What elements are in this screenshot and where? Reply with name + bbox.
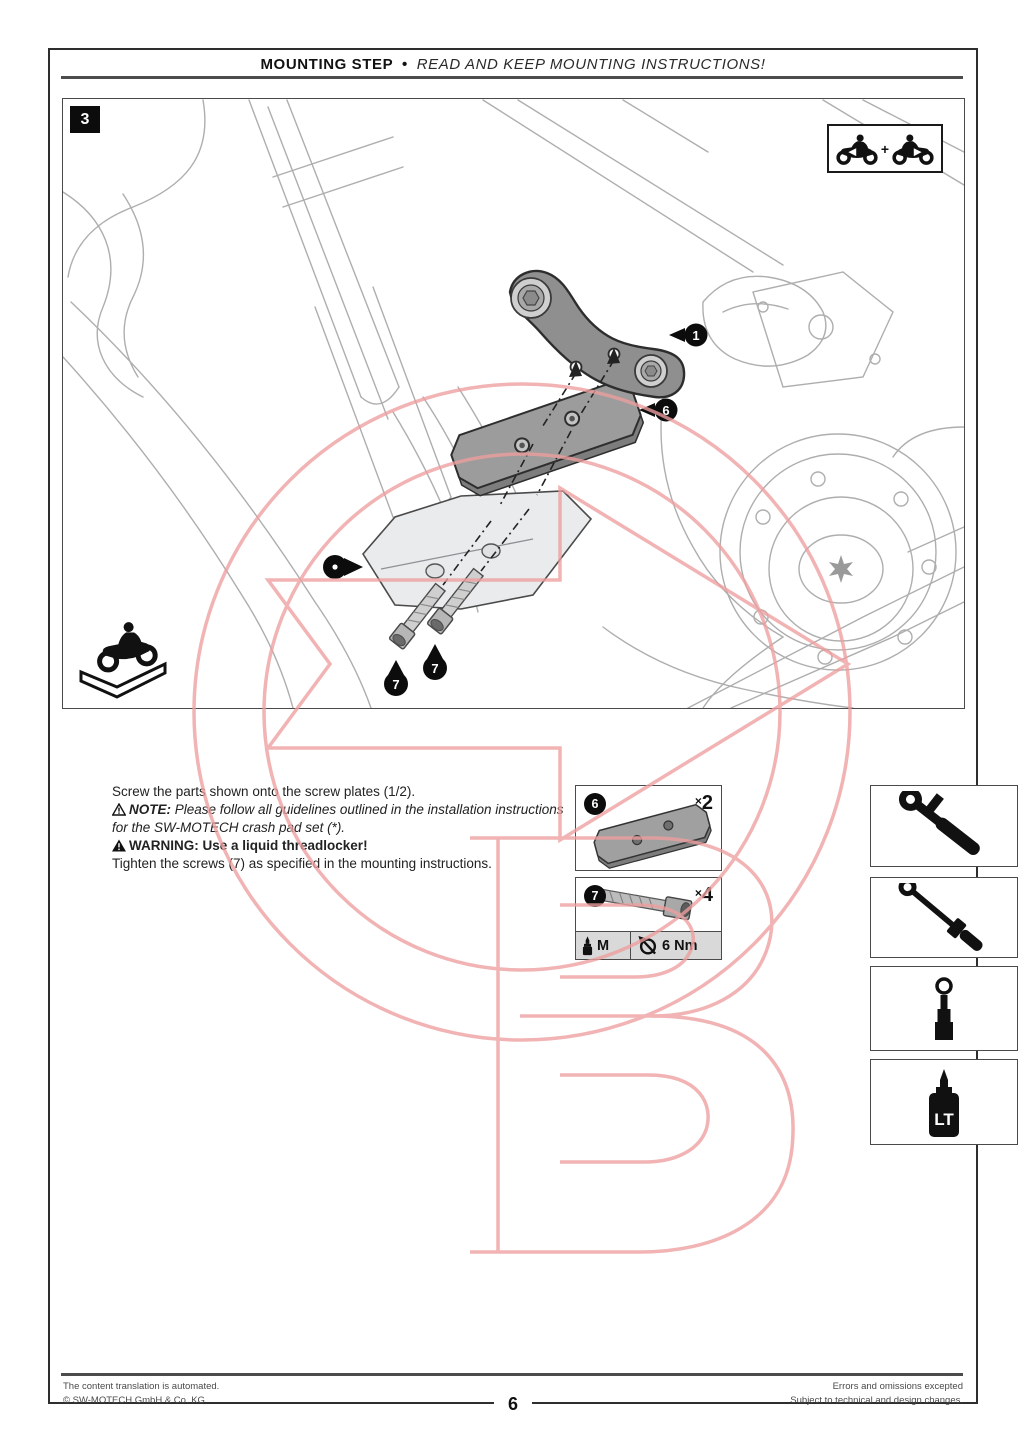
svg-text:1: 1 [692, 328, 700, 343]
part-quantity-6: ×2 [694, 792, 713, 814]
svg-text:7: 7 [431, 661, 439, 676]
pad-pointer-marker [323, 555, 363, 579]
callout-screw-a [384, 660, 408, 696]
header-rule [61, 76, 963, 79]
svg-text:6: 6 [662, 403, 670, 418]
torque-spec-cell [631, 932, 721, 959]
part-badge-6: 6 [584, 793, 606, 815]
svg-text:7: 7 [392, 677, 400, 692]
footer-changes-note: Subject to technical and design changes. [790, 1394, 963, 1406]
tool-box-bit-ratchet [870, 877, 1018, 958]
page-header [50, 56, 976, 73]
footer-right [790, 1380, 963, 1408]
torque-value: 6 Nm [662, 937, 698, 954]
warning-filled-icon [112, 839, 126, 852]
tool-box-socket-extension [870, 966, 1018, 1051]
note-text: Please follow all guidelines outlined in the installation instructions for the SW-MOTECH crash pad set (*). [112, 801, 564, 835]
footer-copyright: © SW-MOTECH GmbH & Co. KG [63, 1394, 205, 1406]
part-box-screw-plate [575, 785, 722, 871]
callout-bracket [669, 324, 708, 347]
tool-box-threadlocker [870, 1059, 1018, 1145]
instruction-text [112, 783, 570, 873]
diagram-panel [62, 98, 965, 709]
callout-screw-plate [639, 399, 678, 422]
hand-tighten-torque-icon [637, 935, 658, 956]
exploded-view-illustration [63, 99, 964, 708]
threadlocker-mini-icon [582, 936, 593, 956]
header-subtitle: READ AND KEEP MOUNTING INSTRUCTIONS! [416, 56, 766, 73]
screw-spec-strip [576, 931, 721, 959]
screw-plate-part [446, 377, 648, 500]
instruction-line-2: Tighten the screws (7) as specified in the mounting instructions. [112, 855, 492, 871]
threadlocker-bottle-icon [884, 1065, 1004, 1139]
note-warning-outline-icon [112, 803, 126, 816]
bit-ratchet-icon [884, 883, 1004, 953]
warning-text: Use a liquid threadlocker! [202, 837, 368, 853]
motorcycle-right-icon [891, 132, 935, 166]
footer-errors-note: Errors and omissions excepted [832, 1381, 963, 1392]
plus-sign: + [880, 140, 890, 157]
multiplier-sign: × [694, 794, 702, 808]
instruction-line-1: Screw the parts shown onto the screw plates (1/2). [112, 784, 416, 799]
svg-text:LT: LT [934, 1110, 954, 1129]
threadlocker-grade: M [597, 937, 610, 954]
part-quantity-7: ×4 [694, 884, 713, 906]
step-number-badge: 3 [70, 106, 100, 133]
part-box-screw [575, 877, 722, 960]
warning-paragraph [112, 837, 570, 855]
part-badge-7: 7 [584, 885, 606, 907]
page-number: 6 [494, 1394, 532, 1415]
motorcycle-on-stand-icon [73, 617, 173, 701]
tool-box-torque-wrench [870, 785, 1018, 867]
multiplier-sign: × [694, 886, 702, 900]
warning-label: WARNING: [129, 837, 199, 853]
threadlocker-spec-cell [576, 932, 631, 959]
header-title: MOUNTING STEP [260, 56, 394, 73]
footer-rule [61, 1373, 963, 1376]
motorcycle-line-art [63, 100, 964, 708]
footer-translation-note: The content translation is automated. [63, 1381, 220, 1392]
motorcycle-left-icon [835, 132, 879, 166]
crash-pad-part [363, 491, 591, 609]
callout-screw-b [423, 644, 447, 680]
socket-extension-icon [884, 973, 1004, 1045]
torque-wrench-icon [884, 791, 1004, 861]
note-paragraph [112, 801, 570, 837]
bracket-part [510, 271, 684, 397]
page-frame [48, 48, 978, 1414]
header-separator: • [402, 56, 408, 73]
footer-left [63, 1380, 219, 1408]
note-label: NOTE: [129, 801, 171, 817]
both-sides-indicator [827, 124, 943, 173]
